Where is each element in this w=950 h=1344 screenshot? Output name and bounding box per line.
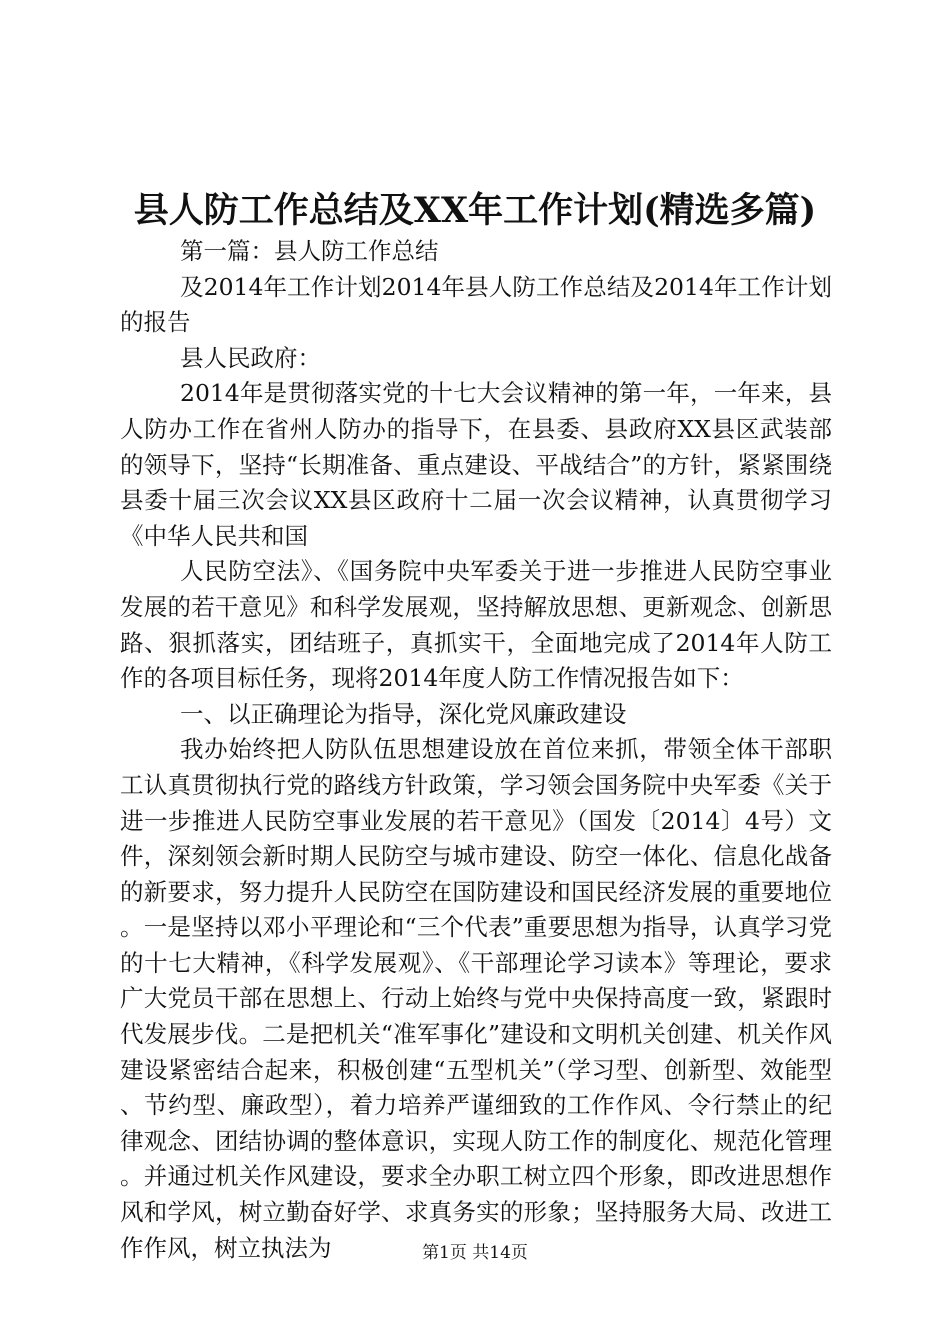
page-footer: 第1页 共14页	[422, 1243, 528, 1263]
document-body	[120, 234, 832, 1266]
document-title: 县人防工作总结及XX年工作计划(精选多篇)	[133, 190, 817, 231]
paragraph-intro: 2014年是贯彻落实党的十七大会议精神的第一年，一年来，县人防办工作在省州人防办的指导下，在县委、县政府XX县区武装部的领导下，坚持“长期准备、重点建设、平战结合”的方针，紧紧围绕县委十届三次会议XX县区政府十二届一次会议精神，认真贯彻学习《中华人民共和国	[120, 379, 832, 550]
paragraph-intro-continued: 人民防空法》、《国务院中央军委关于进一步推进人民防空事业发展的若干意见》和科学发展观，坚持解放思想、更新观念、创新思路、狠抓落实，团结班子，真抓实干，全面地完成了2014年人防工作的各项目标任务，现将2014年度人防工作情况报告如下：	[120, 557, 832, 693]
paragraph-salutation: 县人民政府：	[180, 343, 321, 372]
paragraph-body: 我办始终把人防队伍思想建设放在首位来抓，带领全体干部职工认真贯彻执行党的路线方针政策，学习领会国务院中央军委《关于进一步推进人民防空事业发展的若干意见》（国发〔2014〕4号）文件，深刻领会新时期人民防空与城市建设、防空一体化、信息化战备的新要求，努力提升人民防空在国防建设和国民经济发展的重要地位。一是坚持以邓小平理论和“三个代表”重要思想为指导，认真学习党的十七大精神，《科学发展观》、《干部理论学习读本》等理论，要求广大党员干部在思想上、行动上始终与党中央保持高度一致，紧跟时代发展步伐。二是把机关“准军事化”建设和文明机关创建、机关作风建设紧密结合起来，积极创建“五型机关”（学习型、创新型、效能型、节约型、廉政型），着力培养严谨细致的工作作风、令行禁止的纪律观念、团结协调的整体意识，实现人防工作的制度化、规范化管理。并通过机关作风建设，要求全办职工树立四个形象，即改进思想作风和学风，树立勤奋好学、求真务实的形象；坚持服务大局、改进工作作风，树立执法为	[120, 735, 832, 1262]
paragraph-section-heading: 第一篇：县人防工作总结	[180, 237, 439, 265]
paragraph-report-title: 及2014年工作计划2014年县人防工作总结及2014年工作计划的报告	[120, 272, 832, 337]
paragraph-subheading-one: 一、以正确理论为指导，深化党风廉政建设	[180, 699, 627, 728]
